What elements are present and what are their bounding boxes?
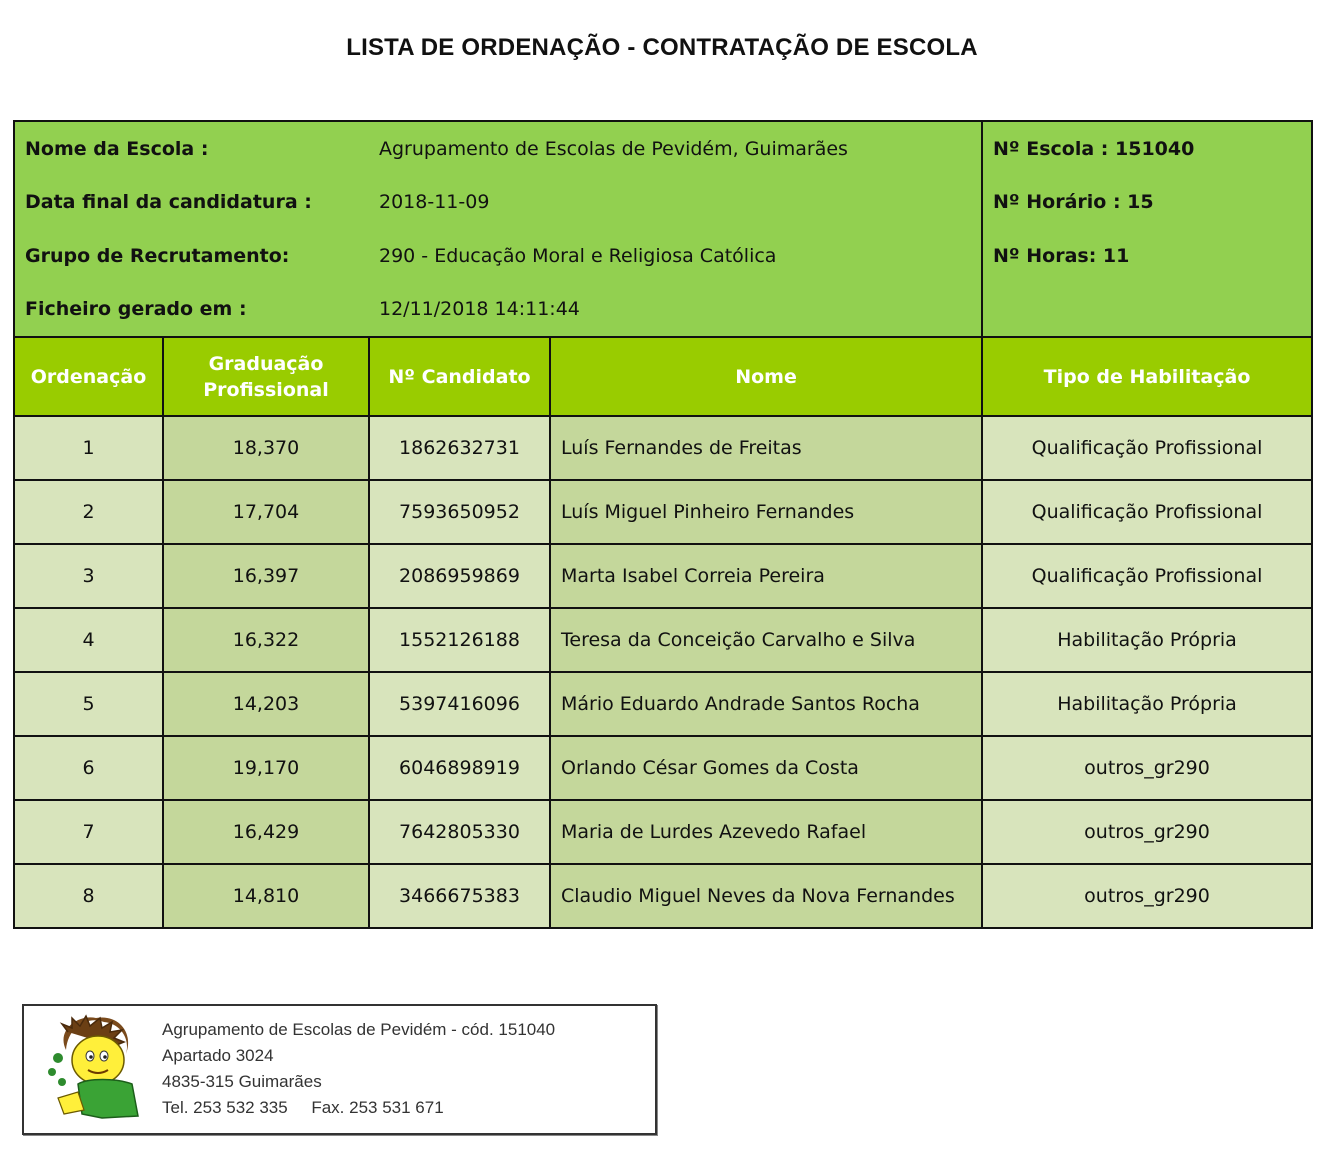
group-value: 290 - Educação Moral e Religiosa Católica bbox=[379, 244, 777, 267]
cell-nome: Maria de Lurdes Azevedo Rafael bbox=[550, 800, 982, 864]
cell-tipo: Qualificação Profissional bbox=[982, 544, 1312, 608]
cell-ordenacao: 2 bbox=[14, 480, 163, 544]
cell-candidato: 5397416096 bbox=[369, 672, 550, 736]
table-row bbox=[14, 544, 1312, 608]
hours-number: Nº Horas: 11 bbox=[993, 244, 1130, 267]
ordering-table bbox=[13, 120, 1313, 929]
cell-nome: Marta Isabel Correia Pereira bbox=[550, 544, 982, 608]
table-row bbox=[14, 608, 1312, 672]
cell-ordenacao: 6 bbox=[14, 736, 163, 800]
group-label: Grupo de Recrutamento: bbox=[25, 244, 290, 267]
cell-candidato: 1862632731 bbox=[369, 416, 550, 480]
footer-po-box-line: Apartado 3024 bbox=[162, 1046, 274, 1065]
cell-candidato: 2086959869 bbox=[369, 544, 550, 608]
school-info bbox=[14, 121, 982, 337]
cell-graduacao: 18,370 bbox=[163, 416, 369, 480]
cell-ordenacao: 1 bbox=[14, 416, 163, 480]
col-nome: Nome bbox=[550, 337, 982, 416]
col-graduacao: Graduação Profissional bbox=[163, 337, 369, 416]
deadline-value: 2018-11-09 bbox=[379, 191, 490, 214]
cell-graduacao: 16,397 bbox=[163, 544, 369, 608]
cell-candidato: 3466675383 bbox=[369, 864, 550, 928]
footer-school-line: Agrupamento de Escolas de Pevidém - cód. 151040 bbox=[162, 1020, 556, 1039]
generated-label: Ficheiro gerado em : bbox=[25, 298, 247, 321]
deadline-label: Data final da candidatura : bbox=[25, 191, 312, 214]
cell-candidato: 6046898919 bbox=[369, 736, 550, 800]
cell-graduacao: 14,203 bbox=[163, 672, 369, 736]
cell-graduacao: 14,810 bbox=[163, 864, 369, 928]
cell-ordenacao: 7 bbox=[14, 800, 163, 864]
table-row bbox=[14, 800, 1312, 864]
info-row-deadline bbox=[15, 176, 981, 230]
cell-nome: Orlando César Gomes da Costa bbox=[550, 736, 982, 800]
table-row bbox=[14, 480, 1312, 544]
page-title: LISTA DE ORDENAÇÃO - CONTRATAÇÃO DE ESCOLA bbox=[346, 34, 978, 61]
col-ordenacao: Ordenação bbox=[14, 337, 163, 416]
cell-candidato: 1552126188 bbox=[369, 608, 550, 672]
cell-nome: Luís Fernandes de Freitas bbox=[550, 416, 982, 480]
cell-tipo: Qualificação Profissional bbox=[982, 416, 1312, 480]
cell-graduacao: 19,170 bbox=[163, 736, 369, 800]
schedule-number: Nº Horário : 15 bbox=[993, 191, 1154, 214]
school-number: Nº Escola : 151040 bbox=[993, 137, 1195, 160]
table-row bbox=[14, 416, 1312, 480]
school-footer-card bbox=[22, 1004, 657, 1135]
cell-tipo: Qualificação Profissional bbox=[982, 480, 1312, 544]
cell-tipo: Habilitação Própria bbox=[982, 672, 1312, 736]
info-row-school-name bbox=[15, 122, 981, 176]
cell-graduacao: 16,429 bbox=[163, 800, 369, 864]
cell-tipo: outros_gr290 bbox=[982, 800, 1312, 864]
col-tipo: Tipo de Habilitação bbox=[982, 337, 1312, 416]
cell-graduacao: 17,704 bbox=[163, 480, 369, 544]
info-section bbox=[14, 121, 1312, 337]
cell-tipo: outros_gr290 bbox=[982, 736, 1312, 800]
cell-ordenacao: 8 bbox=[14, 864, 163, 928]
school-name-value: Agrupamento de Escolas de Pevidém, Guimarães bbox=[379, 137, 848, 160]
cell-ordenacao: 4 bbox=[14, 608, 163, 672]
cell-tipo: outros_gr290 bbox=[982, 864, 1312, 928]
col-candidato: Nº Candidato bbox=[369, 337, 550, 416]
cell-graduacao: 16,322 bbox=[163, 608, 369, 672]
cell-candidato: 7593650952 bbox=[369, 480, 550, 544]
cell-nome: Teresa da Conceição Carvalho e Silva bbox=[550, 608, 982, 672]
footer-contact bbox=[162, 1017, 555, 1121]
school-mascot-icon bbox=[38, 1010, 154, 1126]
cell-ordenacao: 3 bbox=[14, 544, 163, 608]
school-numbers bbox=[982, 121, 1312, 337]
cell-nome: Claudio Miguel Neves da Nova Fernandes bbox=[550, 864, 982, 928]
cell-nome: Luís Miguel Pinheiro Fernandes bbox=[550, 480, 982, 544]
table-row bbox=[14, 736, 1312, 800]
cell-ordenacao: 5 bbox=[14, 672, 163, 736]
footer-phone-fax-line: Tel. 253 532 335 Fax. 253 531 671 bbox=[162, 1098, 444, 1117]
info-row-group bbox=[15, 229, 981, 283]
table-row bbox=[14, 864, 1312, 928]
table-header bbox=[14, 337, 1312, 416]
cell-candidato: 7642805330 bbox=[369, 800, 550, 864]
footer-postal-line: 4835-315 Guimarães bbox=[162, 1072, 322, 1091]
info-row-generated bbox=[15, 283, 981, 337]
cell-nome: Mário Eduardo Andrade Santos Rocha bbox=[550, 672, 982, 736]
generated-value: 12/11/2018 14:11:44 bbox=[379, 298, 580, 321]
cell-tipo: Habilitação Própria bbox=[982, 608, 1312, 672]
table-row bbox=[14, 672, 1312, 736]
school-name-label: Nome da Escola : bbox=[25, 137, 209, 160]
